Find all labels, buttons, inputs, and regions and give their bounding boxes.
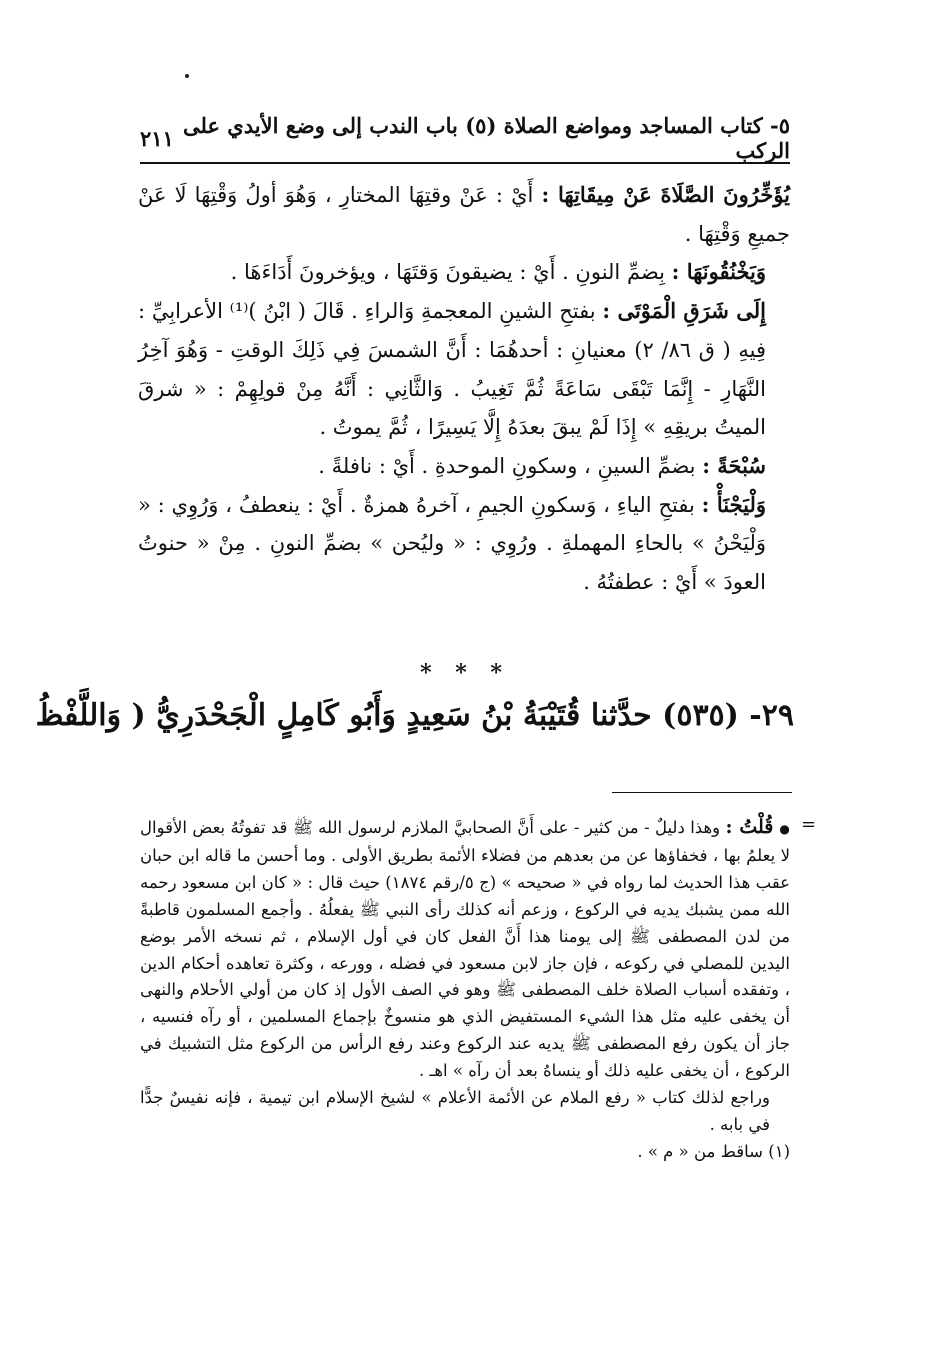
header-rule (140, 162, 790, 164)
commentary-body (138, 176, 790, 602)
running-header (140, 113, 790, 163)
gloss-text: بضمِّ السينِ ، وسكونِ الموحدةِ . أَيْ : نافلةً . (318, 453, 703, 478)
gloss-paragraph-5 (138, 486, 790, 602)
gloss-paragraph-1 (138, 176, 790, 253)
note-label: قُلْتُ : (725, 816, 774, 838)
footnote-rule (612, 792, 792, 793)
hadith-heading: ٢٩- (٥٣٥) حدَّثنا قُتَيْبَةُ بْنُ سَعِيدٍ وَأَبُو كَامِلٍ الْجَحْدَرِيُّ ( وَاللَّفْظُ (35, 698, 794, 733)
footnotes (140, 814, 790, 1166)
bullet-icon: ● (779, 822, 790, 836)
gloss-text: أَيْ : عَنْ وقتِهَا المختارِ ، وَهُوَ أولُ وَقْتِهَا لَا عَنْ جميعِ وَقْتِهَا . (138, 183, 790, 246)
header-title: ٥- كتاب المساجد ومواضع الصلاة (٥) باب الندب إلى وضع الأيدي على الركب (182, 113, 790, 163)
footnote-continuation-mark: = (801, 814, 817, 835)
gloss-text: بِضمِّ النونِ . أَيْ : يضيقونَ وَقتَهَا ، ويؤخرونَ أَدَاءَهَا . (230, 260, 672, 285)
gloss-paragraph-2 (138, 253, 790, 292)
footnote-recommendation: وراجع لذلك كتاب « رفع الملام عن الأئمة الأعلام » لشيخ الإسلام ابن تيمية ، فإنه نفيسٌ جدًّا في بابه . (140, 1088, 770, 1134)
gloss-term: يُؤَخِّرُونَ الصَّلَاةَ عَنْ مِيقَاتِهَا : (541, 182, 791, 207)
gloss-term: إِلَى شَرَقِ الْمَوْتَى : (602, 298, 767, 324)
gloss-text: بفتحِ الشينِ المعجمةِ وَالراءِ . قَالَ ( ابْنُ )⁽¹⁾ الأعرابِيِّ : فِيهِ ( ق ٨٦/ ٢) معنيانِ : أحدهُمَا : أَنَّ الشمسَ فِي ذَلِكَ الوقتِ - وَهُوَ آخِرُ النَّهَارِ - إِنَّمَا تَبْقَى سَاعَةً ثُمَّ تَغِيبُ . وَالثَّانِي : أَنَّهُ مِنْ قولِهِمْ : « شرقَ الميتُ بريقِهِ » إِذَا لَمْ يبقَ بعدَهُ إِلَّا يَسِيرًا ، ثُمَّ يموتُ . (138, 299, 766, 440)
footnote-note (140, 814, 790, 1085)
gloss-paragraph-4 (138, 447, 790, 486)
gloss-term: وَلْيَجْنَأْ : (701, 491, 766, 517)
section-separator: * * * (420, 660, 510, 686)
note-text: وهذا دليلٌ - من كثير - على أَنَّ الصحابيَّ الملازم لرسول الله ﷺ قد تفوتُهُ بعض الأقوال لا يعلمُ بها ، فخفاؤها عن من بعدهم من فضلاء الأئمة بطريق الأولى . وما أحسن ما قاله ابن حبان عقب هذا الحديث لما رواه في « صحيحه » (ج ٥/رقم ١٨٧٤) حيث قال : « كان ابن مسعود رحمه الله ممن يشبك يديه في الركوع ، وزعم أنه كذلك رأى النبي ﷺ يفعلُهُ . وأجمع المسلمون قاطبةً من لدن المصطفى ﷺ إلى يومنا هذا أَنَّ الفعل كان في أول الإسلام ، ثم نسخه الأمر بوضع اليدين للمصلي في ركوعه ، فإن جاز لابن مسعود في فضله ، وورعه ، وكثرة تعاهده أحكام الدين ، وتفقده أسباب الصلاة خلف المصطفى ﷺ وهو في الصف الأول إذ كان من أولي الأحلام والنهى أن يخفى عليه مثل هذا الشيء المستفيض الذي هو منسوخٌ بإجماع المسلمين ، أو رآه فنسيه ، جاز أن يكون رفع المصطفى ﷺ يديه عند الركوع وعند رفع الرأس من الركوع مثل التشبيك في الركوع ، أن يخفى عليه ذلك أو ينساهُ بعد أن رآه » اهـ . (140, 818, 791, 1081)
gloss-term: وَيَخْنُقُونَهَا : (671, 259, 766, 285)
gloss-paragraph-3 (138, 292, 790, 447)
gloss-term: سُبْحَةً : (702, 452, 766, 478)
footnote-1: (١) ساقط من « م » . (637, 1141, 790, 1161)
stray-dot (185, 74, 189, 78)
page-number: ٢١١ (140, 125, 174, 151)
gloss-text: بفتحِ الياءِ ، وَسكونِ الجيمِ ، آخرهُ همزةٌ . أَيْ : ينعطفُ ، وَرُوِي : « وَلْيَحْنُ » بالحاءِ المهملةِ . ورُوِي : « وليُحن » بضمِّ النونِ . مِنْ « حنوتُ العودَ » أَيْ : عطفتُهُ . (138, 492, 766, 595)
